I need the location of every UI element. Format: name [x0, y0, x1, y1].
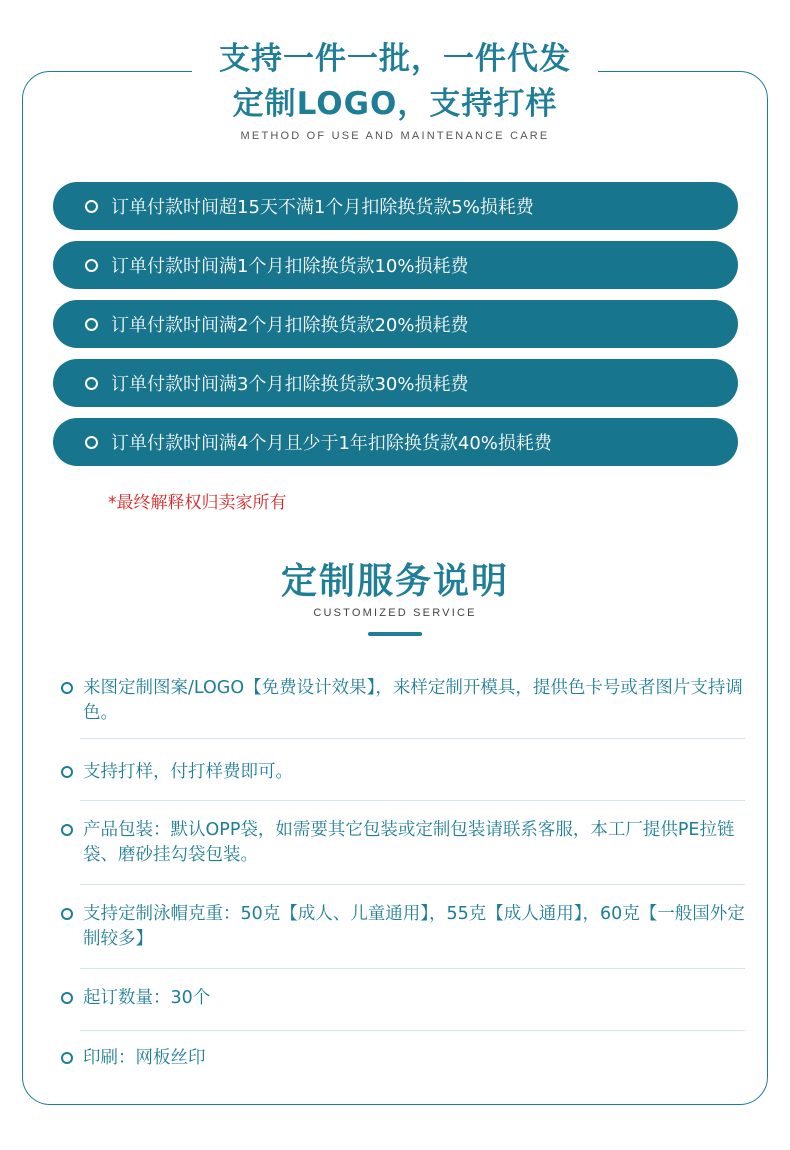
- service-item-text: 支持打样，付打样费即可。: [83, 762, 293, 782]
- circle-bullet-icon: [85, 200, 98, 213]
- service-item-text: 起订数量：30个: [83, 988, 211, 1008]
- circle-bullet-icon: [61, 824, 73, 836]
- fee-item-text: 订单付款时间满2个月扣除换货款20%损耗费: [111, 315, 469, 336]
- circle-bullet-icon: [61, 766, 73, 778]
- circle-bullet-icon: [85, 318, 98, 331]
- service-item-text: 印刷：网板丝印: [83, 1048, 206, 1068]
- fee-item: [53, 300, 738, 348]
- page-title-line1: 支持一件一批，一件代发: [219, 41, 571, 77]
- service-title-underline: [368, 632, 422, 636]
- divider: [80, 738, 745, 739]
- divider: [80, 968, 745, 969]
- fee-item: [53, 359, 738, 407]
- service-subtitle: CUSTOMIZED SERVICE: [313, 607, 477, 619]
- fee-item: [53, 418, 738, 466]
- fee-list: [53, 182, 738, 477]
- fee-item-text: 订单付款时间满4个月且少于1年扣除换货款40%损耗费: [111, 433, 552, 454]
- divider: [80, 884, 745, 885]
- circle-bullet-icon: [61, 682, 73, 694]
- circle-bullet-icon: [61, 908, 73, 920]
- service-title: 定制服务说明: [280, 561, 509, 602]
- circle-bullet-icon: [61, 992, 73, 1004]
- service-item-text: 支持定制泳帽克重：50克【成人、儿童通用】，55克【成人通用】，60克【一般国外定制较多】: [83, 904, 745, 949]
- fee-item: [53, 241, 738, 289]
- fee-item: [53, 182, 738, 230]
- circle-bullet-icon: [61, 1052, 73, 1064]
- fee-item-text: 订单付款时间满3个月扣除换货款30%损耗费: [111, 374, 469, 395]
- divider: [80, 800, 745, 801]
- circle-bullet-icon: [85, 259, 98, 272]
- page-title-line2: 定制LOGO，支持打样: [232, 86, 558, 122]
- circle-bullet-icon: [85, 436, 98, 449]
- service-item-text: 产品包装：默认OPP袋，如需要其它包装或定制包装请联系客服，本工厂提供PE拉链袋、磨砂挂勾袋包装。: [83, 820, 735, 865]
- divider: [80, 1030, 745, 1031]
- page-subtitle: METHOD OF USE AND MAINTENANCE CARE: [240, 130, 550, 142]
- disclaimer-note: *最终解释权归卖家所有: [108, 493, 287, 513]
- fee-item-text: 订单付款时间超15天不满1个月扣除换货款5%损耗费: [111, 197, 534, 218]
- service-item-text: 来图定制图案/LOGO【免费设计效果】，来样定制开模具，提供色卡号或者图片支持调色。: [83, 678, 743, 723]
- fee-item-text: 订单付款时间满1个月扣除换货款10%损耗费: [111, 256, 469, 277]
- circle-bullet-icon: [85, 377, 98, 390]
